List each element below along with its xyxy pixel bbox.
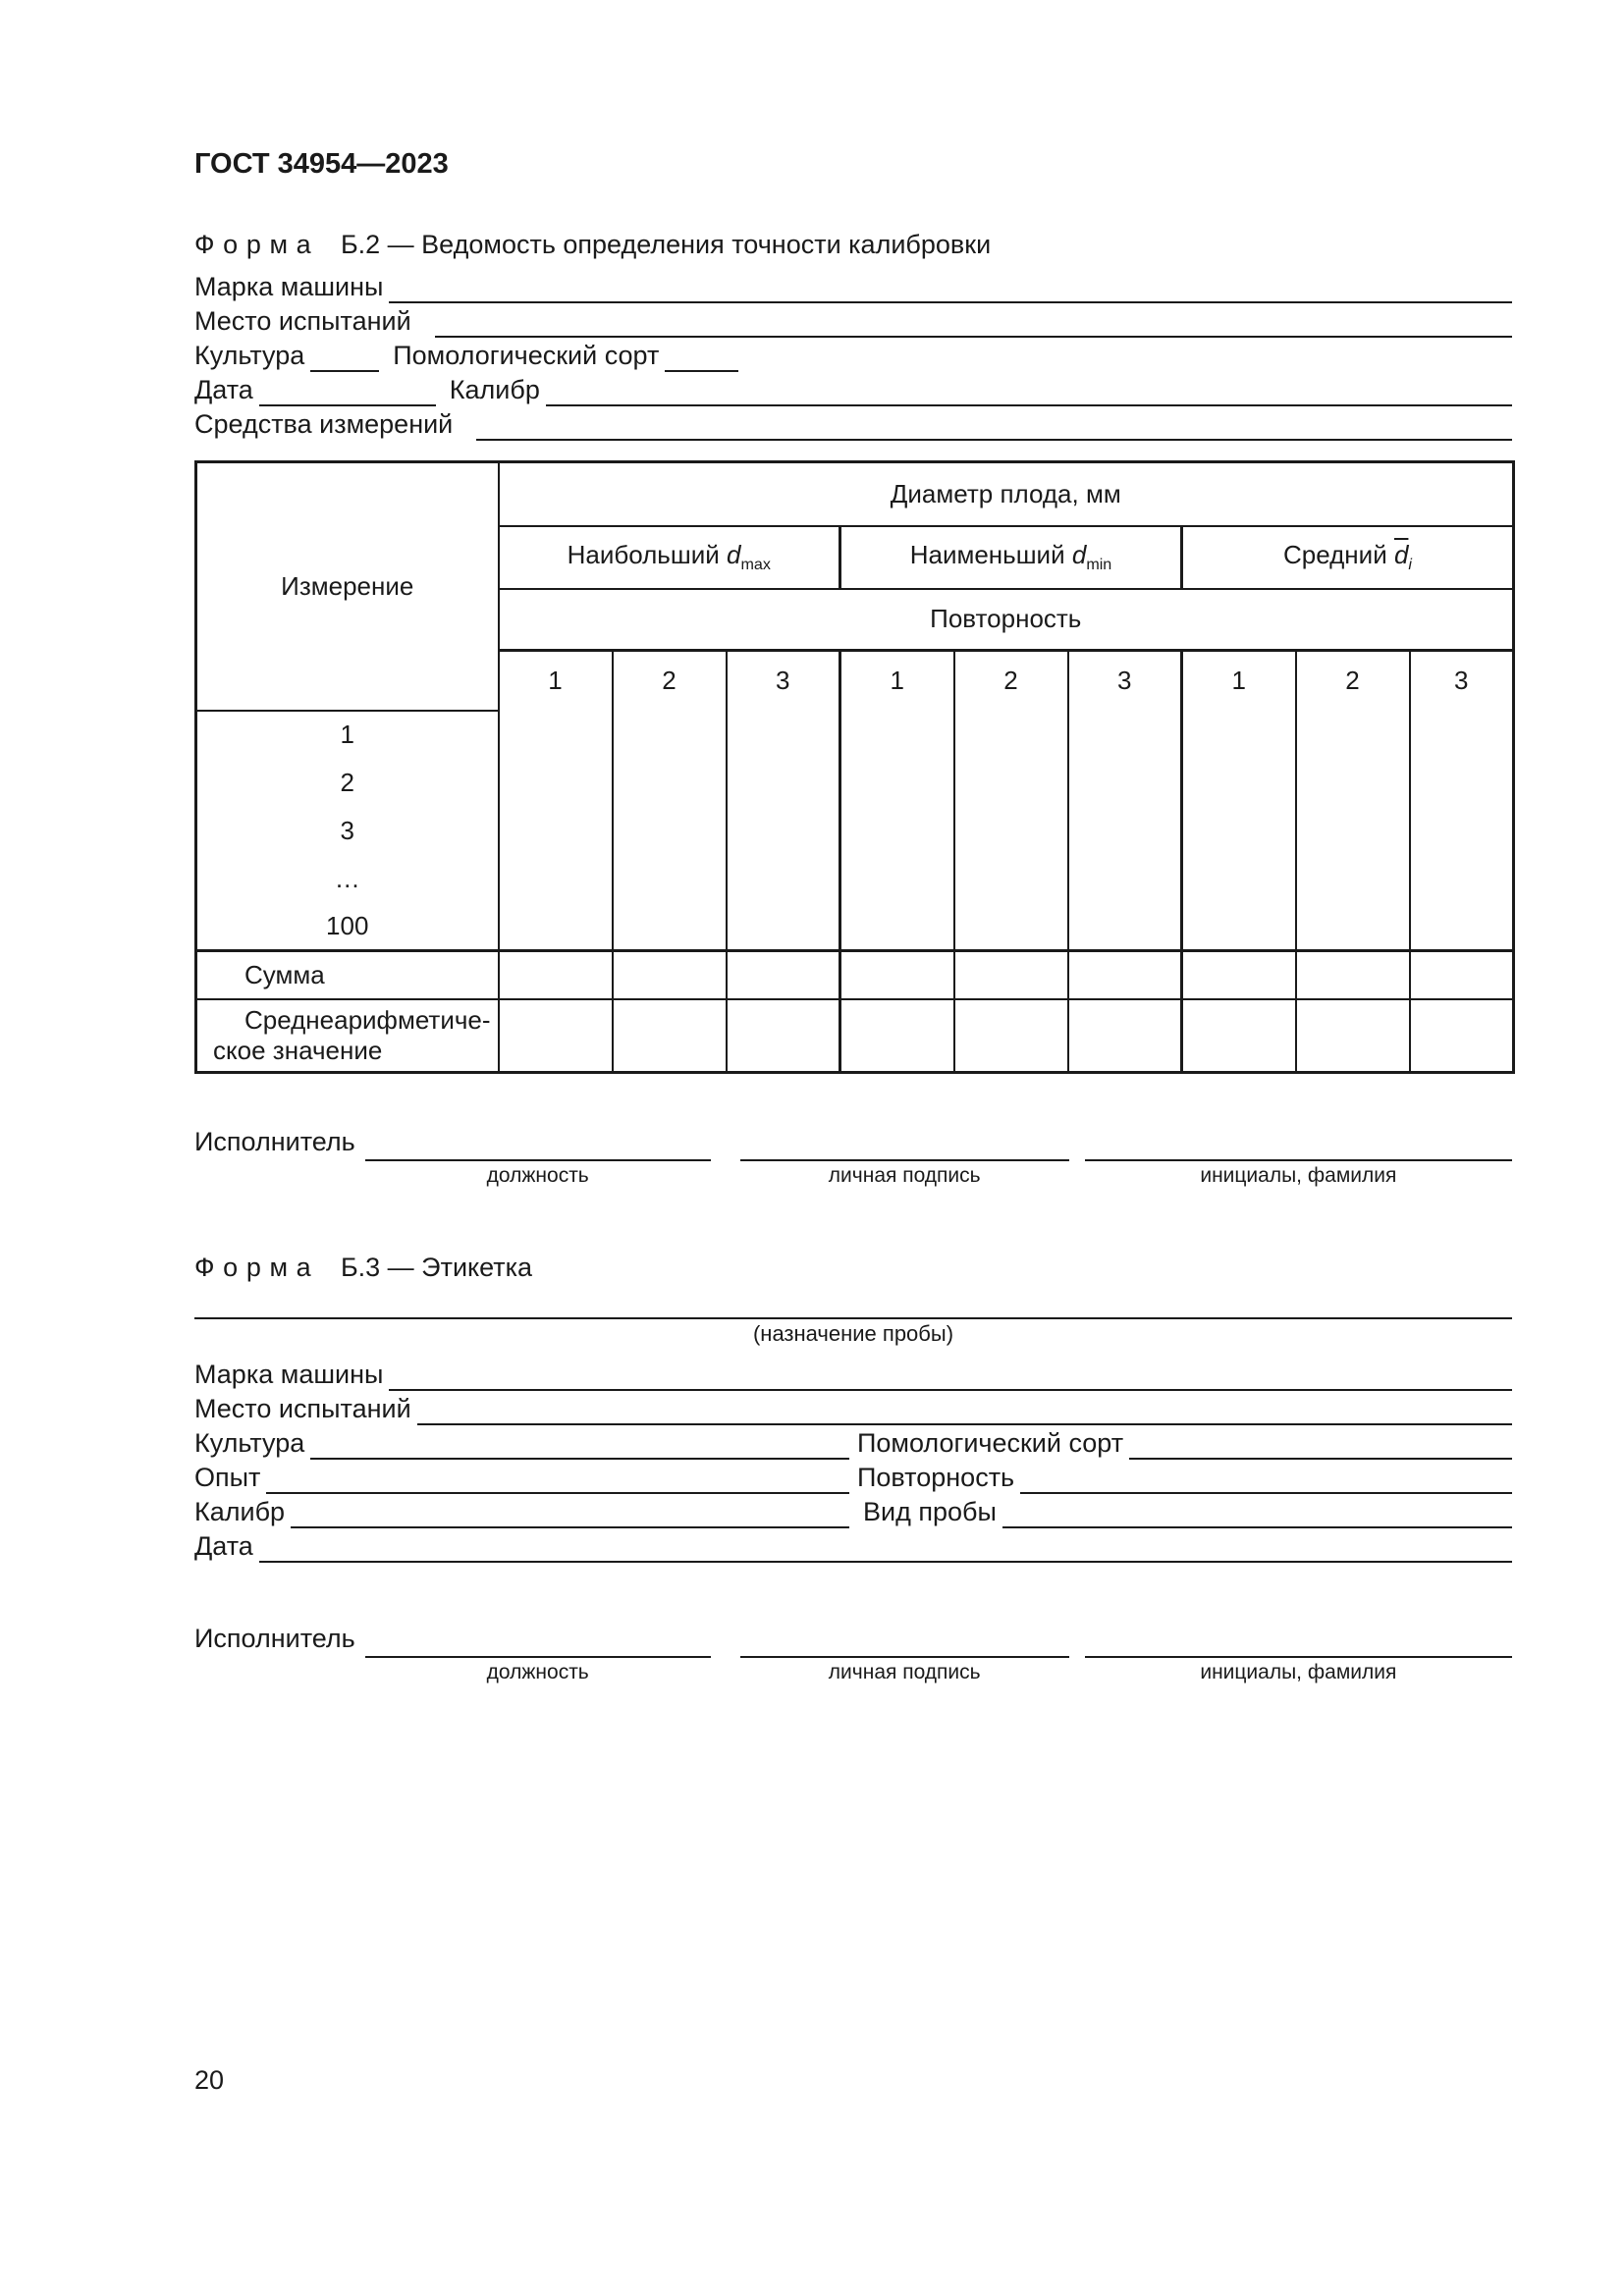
- data-cell: [499, 759, 613, 807]
- field-row-test-place: [194, 303, 1512, 338]
- data-cell: [499, 903, 613, 951]
- caliber-blank-line: [546, 372, 1512, 406]
- culture-label: Культура: [194, 341, 305, 370]
- sample-purpose-blank-line: [194, 1317, 1512, 1319]
- name-caption: инициалы, фамилия: [1200, 1164, 1397, 1187]
- data-cell: [727, 807, 840, 855]
- data-cell: [1182, 903, 1296, 951]
- machine-brand-label: Марка машины: [194, 272, 384, 301]
- data-cell: [1410, 855, 1514, 903]
- form-b3-title-rest: Б.3 — Этикетка: [340, 1253, 533, 1282]
- signature-name: [1085, 1125, 1512, 1188]
- calibration-table: [194, 460, 1515, 1074]
- smallest-diameter-header: Наименьший $d_{min}$: [840, 526, 1182, 589]
- executor-block-b3: [194, 1622, 1512, 1684]
- caliber-label: Калибр: [194, 1497, 286, 1526]
- name-caption: инициалы, фамилия: [1200, 1661, 1397, 1683]
- signature-caption: личная подпись: [828, 1164, 981, 1187]
- measuring-tools-blank-line: [476, 406, 1512, 441]
- data-cell: [1182, 759, 1296, 807]
- data-cell: [1410, 759, 1514, 807]
- table-row-mean: [196, 999, 1514, 1073]
- d-min-symbol: d: [1071, 539, 1087, 569]
- diameter-header-cell: Диаметр плода, мм: [499, 462, 1514, 526]
- form-b2-fields: [194, 269, 1512, 441]
- field-row-caliber-sample: [194, 1494, 1512, 1528]
- caliber-blank-line: [291, 1494, 849, 1528]
- rep-col-header: 3: [1068, 651, 1182, 711]
- rep-col-header: 1: [1182, 651, 1296, 711]
- date-label: Дата: [194, 1531, 253, 1561]
- data-cell: [954, 711, 1068, 759]
- data-cell: [613, 807, 727, 855]
- data-cell: [840, 855, 954, 903]
- signature-blank-line: [740, 1125, 1069, 1161]
- signature-name: [1085, 1622, 1512, 1684]
- rep-col-header: 3: [1410, 651, 1514, 711]
- data-cell: [727, 951, 840, 999]
- data-cell: [499, 951, 613, 999]
- data-cell: [1182, 951, 1296, 999]
- signature-position: [365, 1622, 711, 1684]
- mean-row-label: Среднеарифметиче- ское значение: [196, 999, 499, 1073]
- date-label: Дата: [194, 375, 253, 404]
- data-cell: [1410, 951, 1514, 999]
- data-cell: [499, 711, 613, 759]
- d-max-symbol: d: [727, 539, 741, 569]
- data-cell: [954, 903, 1068, 951]
- data-cell: [613, 903, 727, 951]
- data-cell: [727, 855, 840, 903]
- data-cell: [1296, 999, 1410, 1073]
- form-b3-fields: [194, 1357, 1512, 1563]
- field-row-culture-sort: [194, 338, 1512, 372]
- data-cell: [954, 855, 1068, 903]
- data-cell: [1068, 903, 1182, 951]
- table-header-row-diameter: [196, 462, 1514, 526]
- position-blank-line: [365, 1125, 711, 1161]
- data-cell: [1068, 951, 1182, 999]
- row-label: …: [196, 855, 499, 903]
- table-row-3: [196, 807, 1514, 855]
- d-mean-symbol: $\overline{d}$: [1393, 539, 1409, 569]
- field-row-measuring-tools: [194, 406, 1512, 441]
- repetition-label: Повторность: [857, 1463, 1015, 1492]
- data-cell: [1182, 855, 1296, 903]
- data-cell: [1410, 903, 1514, 951]
- data-cell: [954, 759, 1068, 807]
- name-blank-line: [1085, 1622, 1512, 1658]
- signature-position: [365, 1125, 711, 1188]
- signature-caption: личная подпись: [828, 1661, 981, 1683]
- position-blank-line: [365, 1622, 711, 1658]
- row-label: 3: [196, 807, 499, 855]
- experiment-blank-line: [266, 1460, 849, 1494]
- data-cell: [1068, 807, 1182, 855]
- form-b3-title: [194, 1251, 1512, 1284]
- caliber-half: [194, 1494, 849, 1528]
- data-cell: [1296, 855, 1410, 903]
- field-row-date-b3: [194, 1528, 1512, 1563]
- field-row-machine-brand-b3: [194, 1357, 1512, 1391]
- form-b3-title-word: Форма: [194, 1253, 320, 1282]
- form-b2-title-rest: Б.2 — Ведомость определения точности калибровки: [340, 230, 992, 259]
- field-row-test-place-b3: [194, 1391, 1512, 1425]
- name-blank-line: [1085, 1125, 1512, 1161]
- data-cell: [613, 711, 727, 759]
- culture-label: Культура: [194, 1428, 305, 1458]
- data-cell: [1410, 999, 1514, 1073]
- repetition-blank-line: [1020, 1460, 1512, 1494]
- test-place-label: Место испытаний: [194, 306, 411, 336]
- test-place-blank-line: [435, 303, 1512, 338]
- date-blank-line: [259, 372, 436, 406]
- rep-col-header: 1: [840, 651, 954, 711]
- data-cell: [1068, 759, 1182, 807]
- data-cell: [1296, 759, 1410, 807]
- repetition-header-cell: Повторность: [499, 589, 1514, 651]
- data-cell: [499, 999, 613, 1073]
- pomological-sort-label: Помологический сорт: [393, 341, 660, 370]
- data-cell: [840, 807, 954, 855]
- position-caption: должность: [486, 1661, 589, 1683]
- data-cell: [1296, 903, 1410, 951]
- field-row-date-caliber: [194, 372, 1512, 406]
- machine-brand-blank-line: [389, 1357, 1512, 1391]
- data-cell: [840, 903, 954, 951]
- form-b2-title-word: Форма: [194, 230, 320, 259]
- culture-blank-line: [310, 338, 379, 372]
- average-diameter-header: Средний $\overline{d}_i$: [1182, 526, 1514, 589]
- row-label: 100: [196, 903, 499, 951]
- pomological-sort-blank-line: [1129, 1425, 1512, 1460]
- date-blank-line: [259, 1528, 1512, 1563]
- executor-label: Исполнитель: [194, 1624, 355, 1653]
- signature-personal: [740, 1125, 1069, 1188]
- data-cell: [840, 951, 954, 999]
- row-label: 2: [196, 759, 499, 807]
- data-cell: [954, 951, 1068, 999]
- table-row-2: [196, 759, 1514, 807]
- measuring-tools-label: Средства измерений: [194, 409, 454, 439]
- position-caption: должность: [486, 1164, 589, 1187]
- data-cell: [1296, 711, 1410, 759]
- field-row-culture-sort-b3: [194, 1425, 1512, 1460]
- data-cell: [1296, 951, 1410, 999]
- data-cell: [954, 999, 1068, 1073]
- data-cell: [613, 999, 727, 1073]
- page-number: 20: [194, 2065, 225, 2095]
- sample-purpose-caption: (назначение пробы): [752, 1321, 954, 1346]
- machine-brand-blank-line: [389, 269, 1512, 303]
- table-row-1: [196, 711, 1514, 759]
- table-row-ellipsis: [196, 855, 1514, 903]
- signature-personal: [740, 1622, 1069, 1684]
- data-cell: [1068, 711, 1182, 759]
- sample-type-blank-line: [1002, 1494, 1512, 1528]
- rep-col-header: 1: [548, 666, 563, 696]
- pomological-sort-label: Помологический сорт: [857, 1428, 1124, 1458]
- culture-half: [194, 1425, 849, 1460]
- sum-row-label: Сумма: [196, 951, 499, 999]
- data-cell: [1410, 711, 1514, 759]
- table-row-100: [196, 903, 1514, 951]
- experiment-label: Опыт: [194, 1463, 261, 1492]
- data-cell: [613, 951, 727, 999]
- data-cell: [840, 999, 954, 1073]
- data-cell: [499, 855, 613, 903]
- measurement-column-header: Измерение: [196, 462, 499, 711]
- data-cell: [499, 807, 613, 855]
- data-cell: [1068, 855, 1182, 903]
- data-cell: [727, 759, 840, 807]
- data-cell: [840, 711, 954, 759]
- form-b2-title: [194, 228, 1512, 261]
- data-cell: [727, 999, 840, 1073]
- pomological-sort-blank-line: [665, 338, 738, 372]
- data-cell: [613, 855, 727, 903]
- data-cell: [1182, 807, 1296, 855]
- test-place-label: Место испытаний: [194, 1394, 411, 1423]
- signature-blank-line: [740, 1622, 1069, 1658]
- rep-col-header: 3: [727, 651, 840, 711]
- data-cell: [1296, 807, 1410, 855]
- data-cell: [727, 903, 840, 951]
- largest-diameter-header: Наибольший $d_{max}$: [499, 526, 840, 589]
- data-cell: [840, 759, 954, 807]
- sample-type-label: Вид пробы: [863, 1497, 997, 1526]
- rep-col-header: 2: [954, 651, 1068, 711]
- culture-blank-line: [310, 1425, 849, 1460]
- data-cell: [1182, 711, 1296, 759]
- rep-col-header: 2: [1296, 651, 1410, 711]
- field-row-machine-brand: [194, 269, 1512, 303]
- machine-brand-label: Марка машины: [194, 1360, 384, 1389]
- data-cell: [1068, 999, 1182, 1073]
- executor-block-b2: [194, 1125, 1512, 1188]
- data-cell: [1182, 999, 1296, 1073]
- field-row-experiment-repetition: [194, 1460, 1512, 1494]
- executor-label: Исполнитель: [194, 1127, 355, 1156]
- caliber-label: Калибр: [449, 375, 540, 404]
- standard-number: ГОСТ 34954—2023: [194, 148, 449, 180]
- data-cell: [1410, 807, 1514, 855]
- row-label: 1: [196, 711, 499, 759]
- table-row-sum: [196, 951, 1514, 999]
- data-cell: [954, 807, 1068, 855]
- test-place-blank-line: [417, 1391, 1512, 1425]
- rep-col-header: 2: [613, 651, 727, 711]
- experiment-half: [194, 1460, 849, 1494]
- data-cell: [727, 711, 840, 759]
- data-cell: [613, 759, 727, 807]
